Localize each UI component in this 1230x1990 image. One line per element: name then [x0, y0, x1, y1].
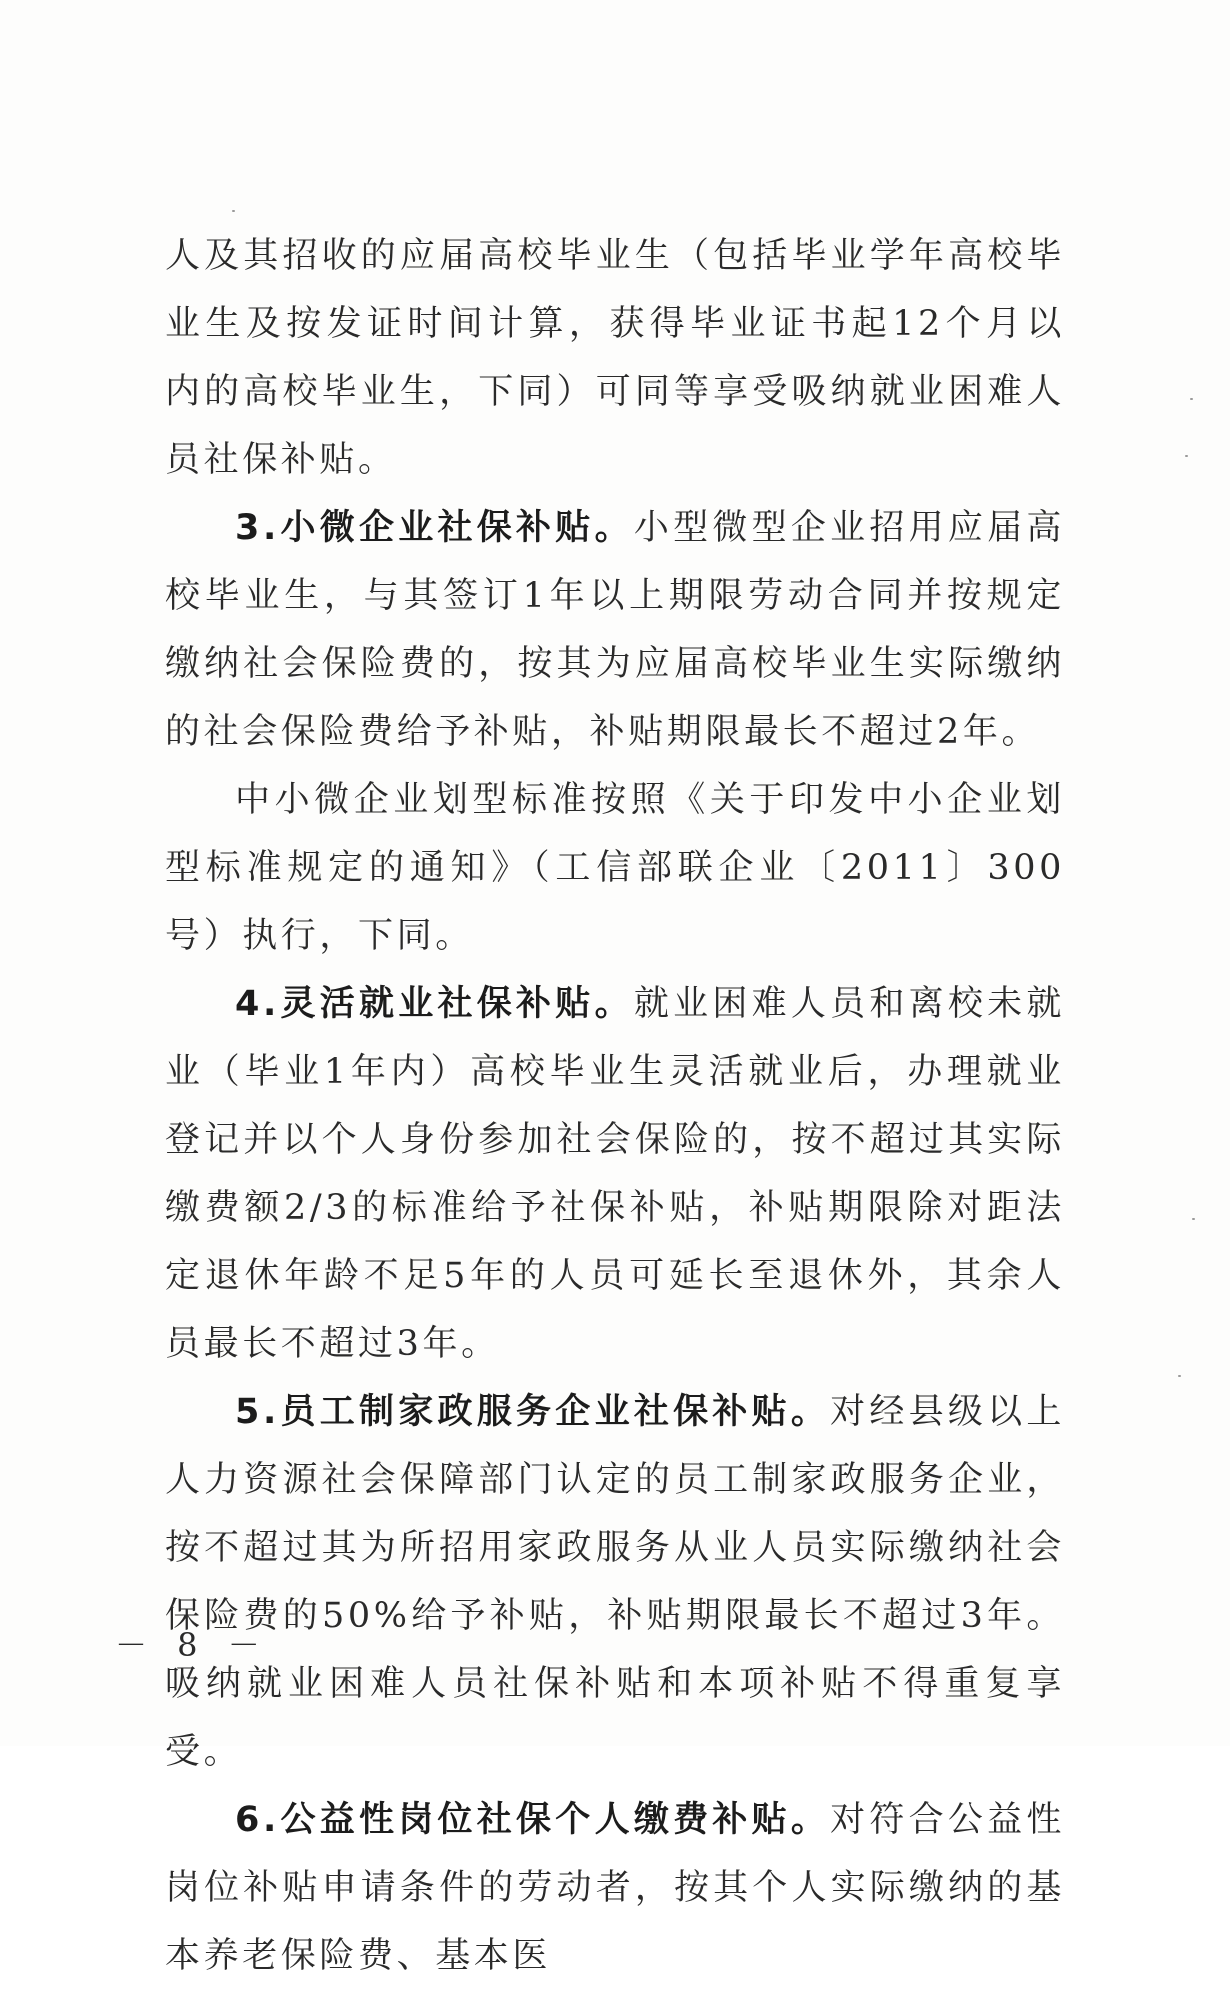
section-3-note-body: 中小微企业划型标准按照《关于印发中小企业划型标准规定的通知》（工信部联企业〔2011〕300号）执行，下同。 [165, 780, 1065, 956]
document-body [165, 222, 1065, 1990]
section-3-body: 小型微型企业招用应届高校毕业生，与其签订1年以上期限劳动合同并按规定缴纳社会保险费的，按其为应届高校毕业生实际缴纳的社会保险费给予补贴，补贴期限最长不超过2年。 [165, 508, 1065, 752]
continuation-paragraph: 人及其招收的应届高校毕业生（包括毕业学年高校毕业生及按发证时间计算，获得毕业证书起12个月以内的高校毕业生，下同）可同等享受吸纳就业困难人员社保补贴。 [165, 236, 1065, 480]
section-6-paragraph [165, 1786, 1065, 1990]
section-3-heading: 3.小微企业社保补贴。 [235, 508, 634, 548]
section-6-body: 对符合公益性岗位补贴申请条件的劳动者，按其个人实际缴纳的基本养老保险费、基本医 [165, 1800, 1065, 1976]
section-3-note-paragraph [165, 766, 1065, 970]
section-3-paragraph [165, 494, 1065, 766]
section-5-body: 对经县级以上人力资源社会保障部门认定的员工制家政服务企业，按不超过其为所招用家政服务从业人员实际缴纳社会保险费的50%给予补贴，补贴期限最长不超过3年。吸纳就业困难人员社保补贴和本项补贴不得重复享受。 [165, 1392, 1065, 1772]
section-5-heading: 5.员工制家政服务企业社保补贴。 [235, 1392, 831, 1432]
page-number: － 8 － [115, 1626, 270, 1664]
section-4-body: 就业困难人员和离校未就业（毕业1年内）高校毕业生灵活就业后，办理就业登记并以个人身份参加社会保险的，按不超过其实际缴费额2/3的标准给予社保补贴，补贴期限除对距法定退休年龄不足5年的人员可延长至退休外，其余人员最长不超过3年。 [165, 984, 1065, 1364]
section-5-paragraph [165, 1378, 1065, 1786]
section-4-paragraph [165, 970, 1065, 1378]
scan-speck [1192, 1218, 1195, 1220]
section-6-heading: 6.公益性岗位社保个人缴费补贴。 [235, 1800, 831, 1840]
section-4-heading: 4.灵活就业社保补贴。 [235, 984, 634, 1024]
scan-speck [1178, 1375, 1181, 1377]
scan-speck [1185, 455, 1188, 457]
scan-speck [1190, 398, 1193, 400]
scan-speck [232, 210, 235, 212]
